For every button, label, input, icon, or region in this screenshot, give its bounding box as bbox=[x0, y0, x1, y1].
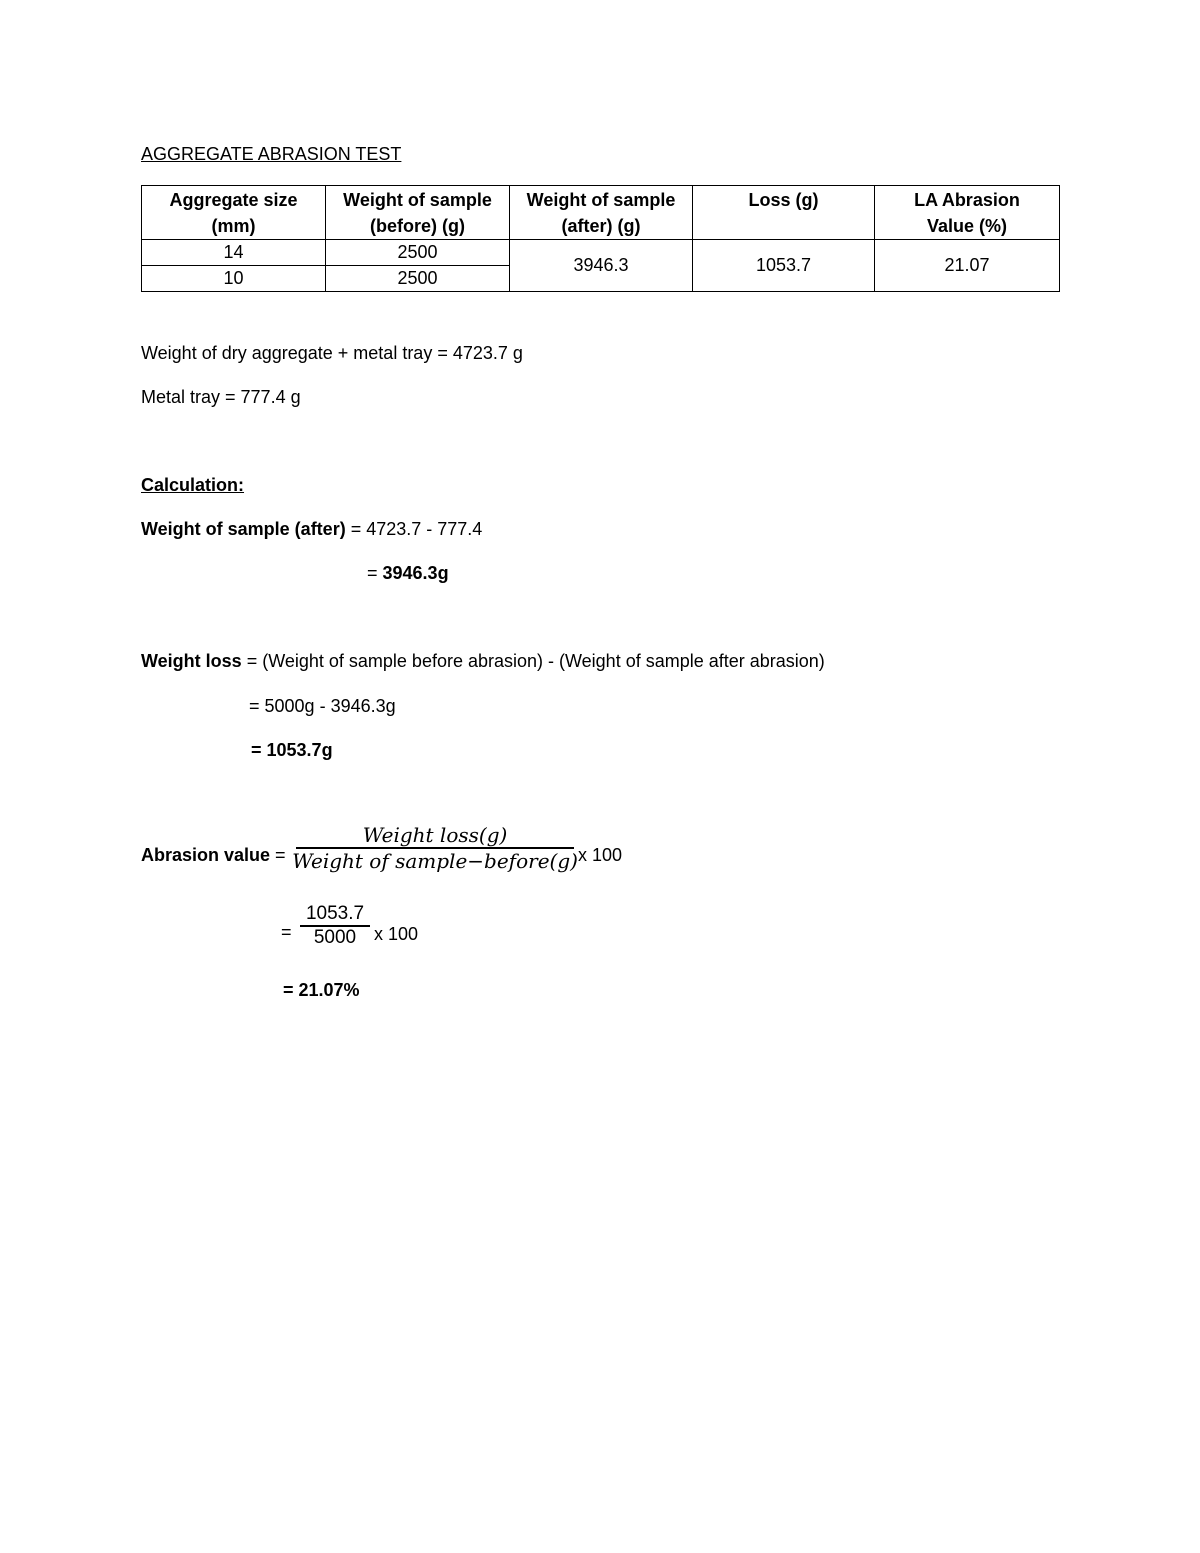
after-result-equals: = bbox=[367, 563, 383, 583]
weight-loss-label: Weight loss bbox=[141, 651, 242, 671]
table-header-row bbox=[142, 186, 1060, 240]
header-aggregate-size: Aggregate size (mm) bbox=[142, 186, 326, 240]
cell-before: 2500 bbox=[326, 240, 510, 266]
final-abrasion-result: = 21.07% bbox=[283, 980, 360, 1000]
formula-numerator: Weight loss(g) bbox=[362, 823, 508, 847]
cell-after: 3946.3 bbox=[510, 240, 693, 292]
weight-loss-expression: = (Weight of sample before abrasion) - (Weight of sample after abrasion) bbox=[241, 651, 825, 671]
cell-before: 2500 bbox=[326, 266, 510, 292]
step-equals: = bbox=[281, 922, 292, 942]
abrasion-formula-fraction bbox=[292, 823, 578, 873]
step-times-100: x 100 bbox=[374, 924, 419, 944]
header-loss: Loss (g) bbox=[693, 186, 875, 240]
cell-loss: 1053.7 bbox=[693, 240, 875, 292]
abrasion-table bbox=[141, 185, 1060, 292]
after-weight-line bbox=[141, 519, 482, 540]
document-title: AGGREGATE ABRASION TEST bbox=[141, 144, 402, 164]
abrasion-value-line bbox=[141, 845, 286, 866]
after-weight-expression: = 4723.7 - 777.4 bbox=[345, 519, 483, 539]
after-weight-result-line bbox=[367, 563, 449, 584]
cell-size: 14 bbox=[142, 240, 326, 266]
table-row bbox=[142, 240, 1060, 266]
weight-loss-line bbox=[141, 651, 825, 672]
cell-la-value: 21.07 bbox=[875, 240, 1060, 292]
step-numerator: 1053.7 bbox=[305, 903, 365, 924]
cell-size: 10 bbox=[142, 266, 326, 292]
formula-times-100: x 100 bbox=[578, 845, 623, 865]
abrasion-equals: = bbox=[270, 845, 286, 865]
header-weight-before: Weight of sample (before) (g) bbox=[326, 186, 510, 240]
after-weight-result: 3946.3g bbox=[382, 563, 449, 583]
note-metal-tray: Metal tray = 777.4 g bbox=[141, 387, 301, 407]
header-la-value: LA Abrasion Value (%) bbox=[875, 186, 1060, 240]
after-weight-label: Weight of sample (after) bbox=[141, 519, 346, 539]
header-weight-after: Weight of sample (after) (g) bbox=[510, 186, 693, 240]
step-denominator: 5000 bbox=[313, 926, 357, 948]
calculation-heading: Calculation: bbox=[141, 475, 245, 495]
abrasion-step-fraction bbox=[300, 903, 370, 949]
weight-loss-result: = 1053.7g bbox=[251, 740, 333, 760]
formula-denominator: Weight of sample−before(g) bbox=[292, 848, 578, 873]
note-dry-aggregate: Weight of dry aggregate + metal tray = 4723.7 g bbox=[141, 343, 523, 363]
weight-loss-step: = 5000g - 3946.3g bbox=[249, 696, 396, 716]
abrasion-value-label: Abrasion value bbox=[141, 845, 271, 865]
